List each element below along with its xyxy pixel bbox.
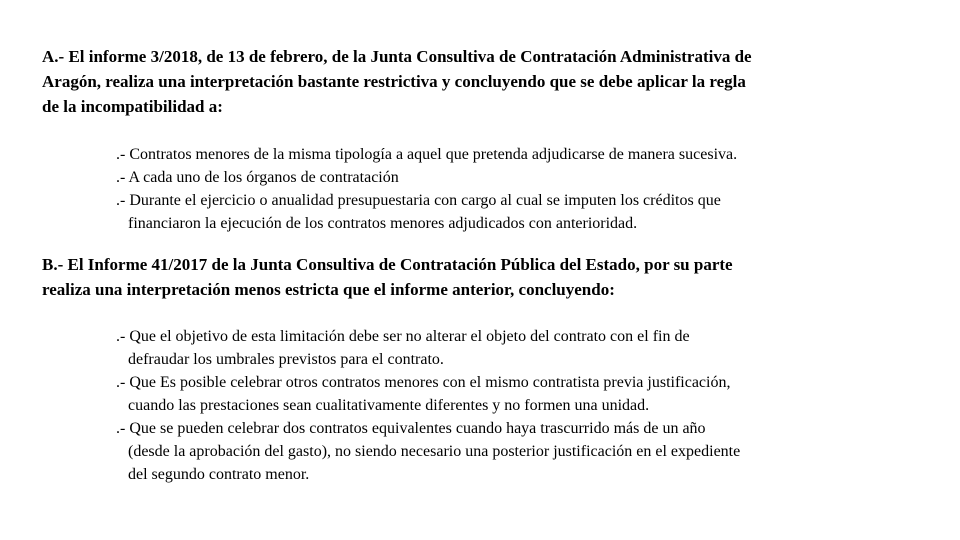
heading-line: de la incompatibilidad a:	[42, 97, 223, 116]
list-item-text: .- Que Es posible celebrar otros contratos menores con el mismo contratista previa justificación,	[116, 374, 731, 391]
section-b-list	[116, 325, 916, 486]
heading-line: A.- El informe 3/2018, de 13 de febrero, de la Junta Consultiva de Contratación Administrativa de	[42, 47, 752, 66]
heading-line: Aragón, realiza una interpretación bastante restrictiva y concluyendo que se debe aplicar la regla	[42, 72, 746, 91]
list-item-text: .- Que el objetivo de esta limitación debe ser no alterar el objeto del contrato con el fin de	[116, 328, 690, 345]
list-item-continuation: (desde la aprobación del gasto), no siendo necesario una posterior justificación en el expediente	[128, 443, 741, 460]
list-item	[116, 166, 916, 189]
heading-line: realiza una interpretación menos estricta que el informe anterior, concluyendo:	[42, 280, 615, 299]
list-item-continuation: financiaron la ejecución de los contratos menores adjudicados con anterioridad.	[128, 215, 638, 232]
list-item-text: .- Contratos menores de la misma tipología a aquel que pretenda adjudicarse de manera sucesiva.	[116, 146, 738, 163]
heading-line: B.- El Informe 41/2017 de la Junta Consultiva de Contratación Pública del Estado, por su parte	[42, 255, 733, 274]
list-item-continuation: cuando las prestaciones sean cualitativamente diferentes y no formen una unidad.	[128, 397, 650, 414]
list-item	[116, 189, 916, 235]
section-a-heading	[42, 44, 932, 119]
list-item-continuation: del segundo contrato menor.	[128, 466, 310, 483]
list-item-text: .- Durante el ejercicio o anualidad presupuestaria con cargo al cual se imputen los créditos que	[116, 192, 721, 209]
list-item-continuation: defraudar los umbrales previstos para el contrato.	[128, 351, 444, 368]
list-item	[116, 143, 916, 166]
list-item	[116, 417, 916, 486]
list-item-text: .- A cada uno de los órganos de contratación	[116, 169, 399, 186]
list-item	[116, 325, 916, 371]
section-b-heading	[42, 252, 932, 302]
section-a-list	[116, 143, 916, 235]
list-item	[116, 371, 916, 417]
list-item-text: .- Que se pueden celebrar dos contratos equivalentes cuando haya trascurrido más de un año	[116, 420, 706, 437]
